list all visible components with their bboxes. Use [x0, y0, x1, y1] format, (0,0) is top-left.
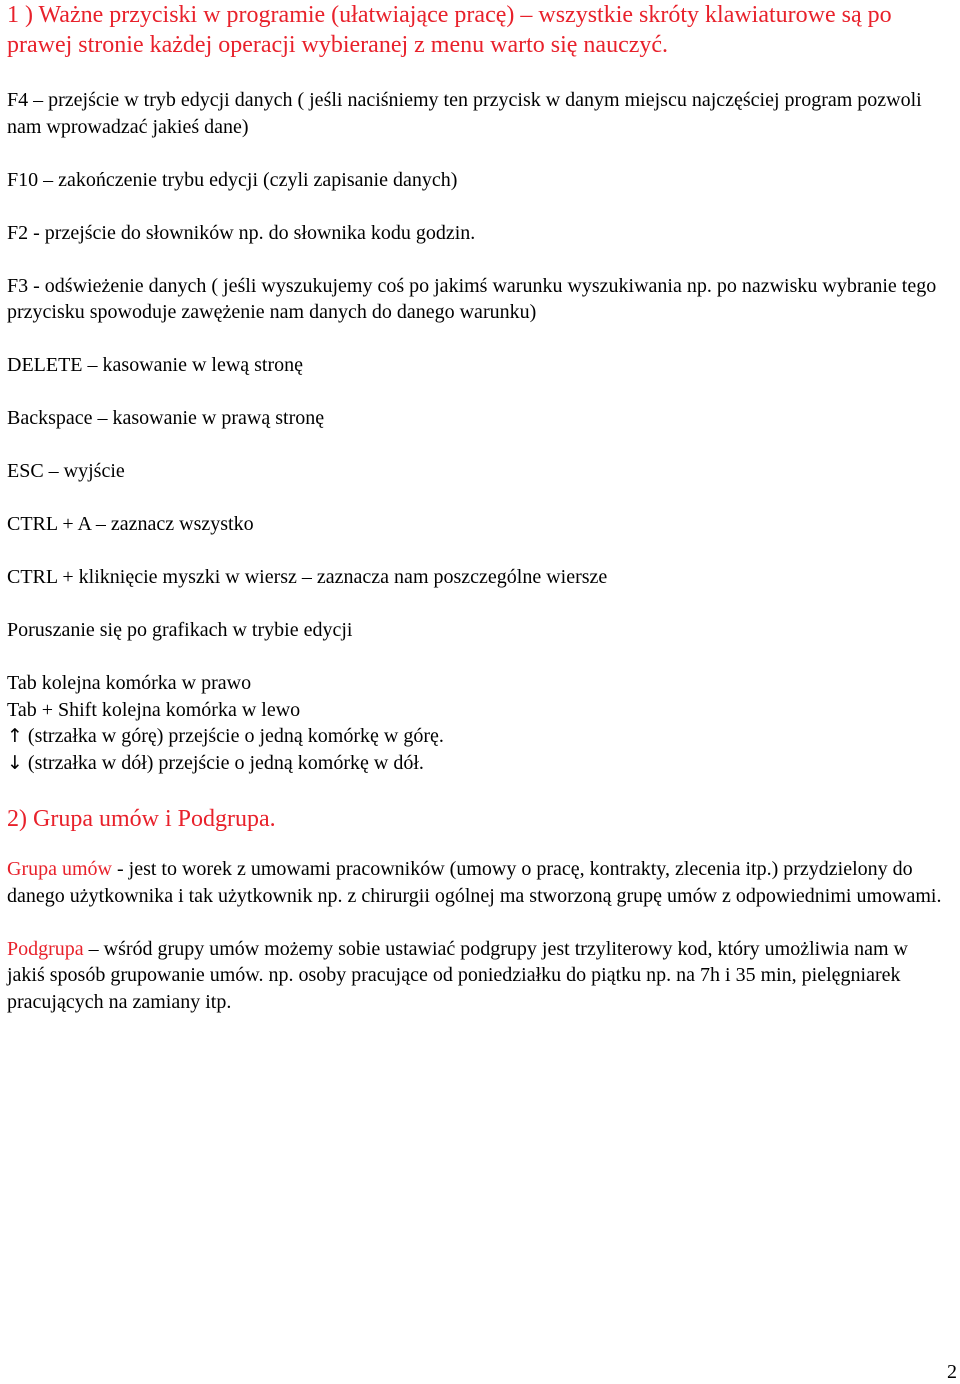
shortcut-f10: F10 – zakończenie trybu edycji (czyli zapisanie danych) [7, 168, 458, 191]
shortcut-esc: ESC – wyjście [7, 460, 125, 482]
page-number: 2 [947, 1361, 957, 1383]
nav-tab-shift: Tab + Shift kolejna komórka w lewo [7, 698, 301, 721]
section-1-heading: 1 ) Ważne przyciski w programie (ułatwiające pracę) – wszystkie skróty klawiaturowe są po prawej stronie każdej operacji wybieranej z menu warto się nauczyć. [7, 2, 892, 58]
section-2-heading: 2) Grupa umów i Podgrupa. [7, 806, 276, 832]
document-page [7, 0, 947, 1015]
shortcut-ctrl-a: CTRL + A – zaznacz wszystko [7, 513, 254, 535]
podgrupa-term: Podgrupa [7, 937, 84, 960]
podgrupa-text: – wśród grupy umów możemy sobie ustawiać podgrupy jest trzyliterowy kod, który umożliwia nam w jakiś sposób grupowanie umów. np. osoby pracujące od poniedziałku do piątku np. na 7h i 35 min, pielęgniarek pracujących na zamiany itp. [7, 937, 908, 1013]
nav-arrow-up-text: (strzałka w górę) przejście o jedną komórkę w górę. [22, 725, 444, 747]
podgrupa-paragraph [7, 936, 947, 1016]
shortcut-f3: F3 - odświeżenie danych ( jeśli wyszukujemy coś po jakimś warunku wyszukiwania np. po nazwisku wybranie tego przycisku spowoduje zawężenie nam danych do danego warunku) [7, 274, 937, 323]
nav-arrow-down-text: (strzałka w dół) przejście o jedną komórkę w dół. [22, 751, 424, 774]
shortcut-delete: DELETE – kasowanie w lewą stronę [7, 354, 304, 376]
shortcut-f4: F4 – przejście w tryb edycji danych ( jeśli naciśniemy ten przycisk w danym miejscu najczęściej program pozwoli nam wprowadzać jakieś dane) [7, 89, 922, 138]
arrow-up-icon: ↑ [7, 725, 23, 747]
grid-navigation-title: Poruszanie się po grafikach w trybie edycji [7, 619, 353, 641]
shortcut-f2: F2 - przejście do słowników np. do słownika kodu godzin. [7, 221, 476, 244]
grid-navigation-list [7, 670, 947, 776]
grupa-umow-text: - jest to worek z umowami pracowników (umowy o pracę, kontrakty, zlecenia itp.) przydzielony do danego użytkownika i tak użytkownik np. z chirurgii ogólnej ma stworzoną grupę umów z odpowiednimi umowami. [7, 858, 942, 907]
shortcut-backspace: Backspace – kasowanie w prawą stronę [7, 407, 325, 429]
grupa-umow-term: Grupa umów [7, 858, 112, 880]
nav-arrow-down [7, 750, 947, 777]
nav-tab: Tab kolejna komórka w prawo [7, 672, 252, 694]
grupa-umow-paragraph [7, 856, 947, 909]
shortcut-ctrl-click: CTRL + kliknięcie myszki w wiersz – zaznacza nam poszczególne wiersze [7, 566, 608, 588]
arrow-down-icon: ↓ [7, 751, 23, 774]
nav-arrow-up [7, 723, 947, 750]
